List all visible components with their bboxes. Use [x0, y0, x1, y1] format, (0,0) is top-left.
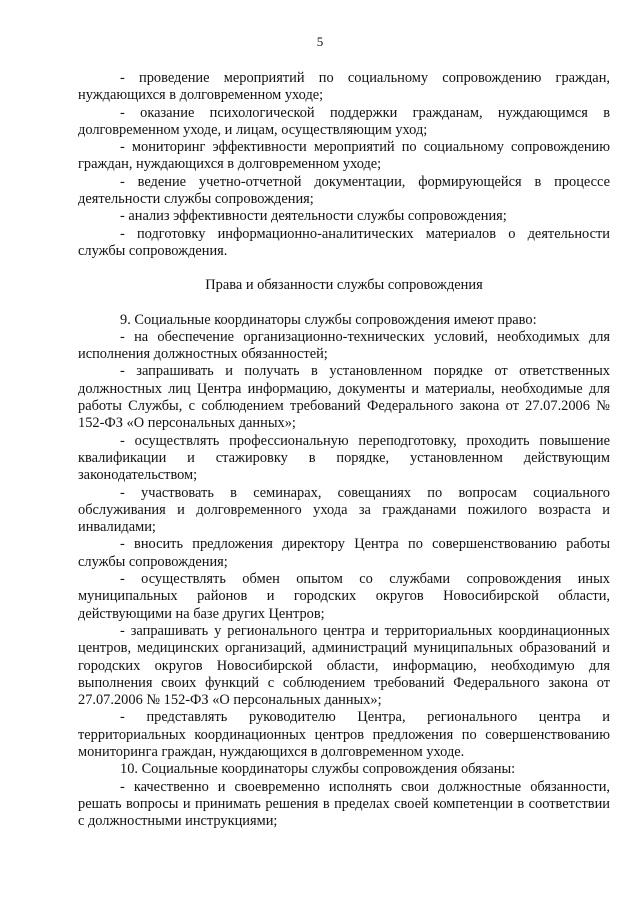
list-item: - вносить предложения директору Центра по совершенствованию работы службы сопровождения;: [78, 536, 610, 570]
section-heading: Права и обязанности службы сопровождения: [205, 277, 483, 294]
list-item: - запрашивать и получать в установленном порядке от ответственных должностных лиц Центра информацию, документы и материалы, необходимые для работы Службы, с соблюдением требований Федерального закона от 27.07.2006 № 152-ФЗ «О персональных данных»;: [78, 363, 610, 432]
page-number: 5: [316, 34, 324, 49]
list-item: - осуществлять профессиональную переподготовку, проходить повышение квалификации и стажировку в порядке, установленном действующим законодательством;: [78, 432, 610, 484]
list-item: - участвовать в семинарах, совещаниях по вопросам социального обслуживания и долговременного ухода за гражданами пожилого возраста и инвалидами;: [78, 484, 610, 536]
list-item: - подготовку информационно-аналитических материалов о деятельности службы сопровождения.: [78, 225, 610, 259]
list-item: - представлять руководителю Центра, регионального центра и территориальных координационных центров предложения по совершенствованию мониторинга граждан, нуждающихся в долговременном уходе.: [78, 709, 610, 760]
list-item: - запрашивать у регионального центра и территориальных координационных центров, медицинских организаций, администраций муниципальных образований и городских округов Новосибирской области, информацию, необходимую для выполнения своих функций с соблюдением требований Федерального закона от 27.07.2006 № 152-ФЗ «О персональных данных»;: [78, 622, 610, 709]
list-item: - оказание психологической поддержки гражданам, нуждающимся в долговременном уходе, и лицам, осуществляющим уход;: [78, 104, 610, 138]
clause-10-lead: 10. Социальные координаторы службы сопровождения обязаны:: [120, 761, 516, 778]
list-item: - осуществлять обмен опытом со службами сопровождения иных муниципальных районов и городских округов Новосибирской области, действующими на базе других Центров;: [78, 571, 610, 622]
list-item: - мониторинг эффективности мероприятий по социальному сопровождению граждан, нуждающихся в долговременном уходе;: [78, 139, 610, 173]
list-item: - проведение мероприятий по социальному сопровождению граждан, нуждающихся в долговременном уходе;: [78, 70, 610, 104]
list-item: - на обеспечение организационно-технических условий, необходимых для исполнения должностных обязанностей;: [78, 328, 610, 363]
document-body: [78, 70, 610, 830]
clause-9-lead: 9. Социальные координаторы службы сопровождения имеют право:: [120, 311, 537, 328]
list-item: - анализ эффективности деятельности службы сопровождения;: [120, 208, 507, 225]
list-item: - качественно и своевременно исполнять свои должностные обязанности, решать вопросы и принимать решения в пределах своей компетенции в соответствии с должностными инструкциями;: [78, 778, 610, 830]
list-item: - ведение учетно-отчетной документации, формирующейся в процессе деятельности службы сопровождения;: [78, 173, 610, 208]
